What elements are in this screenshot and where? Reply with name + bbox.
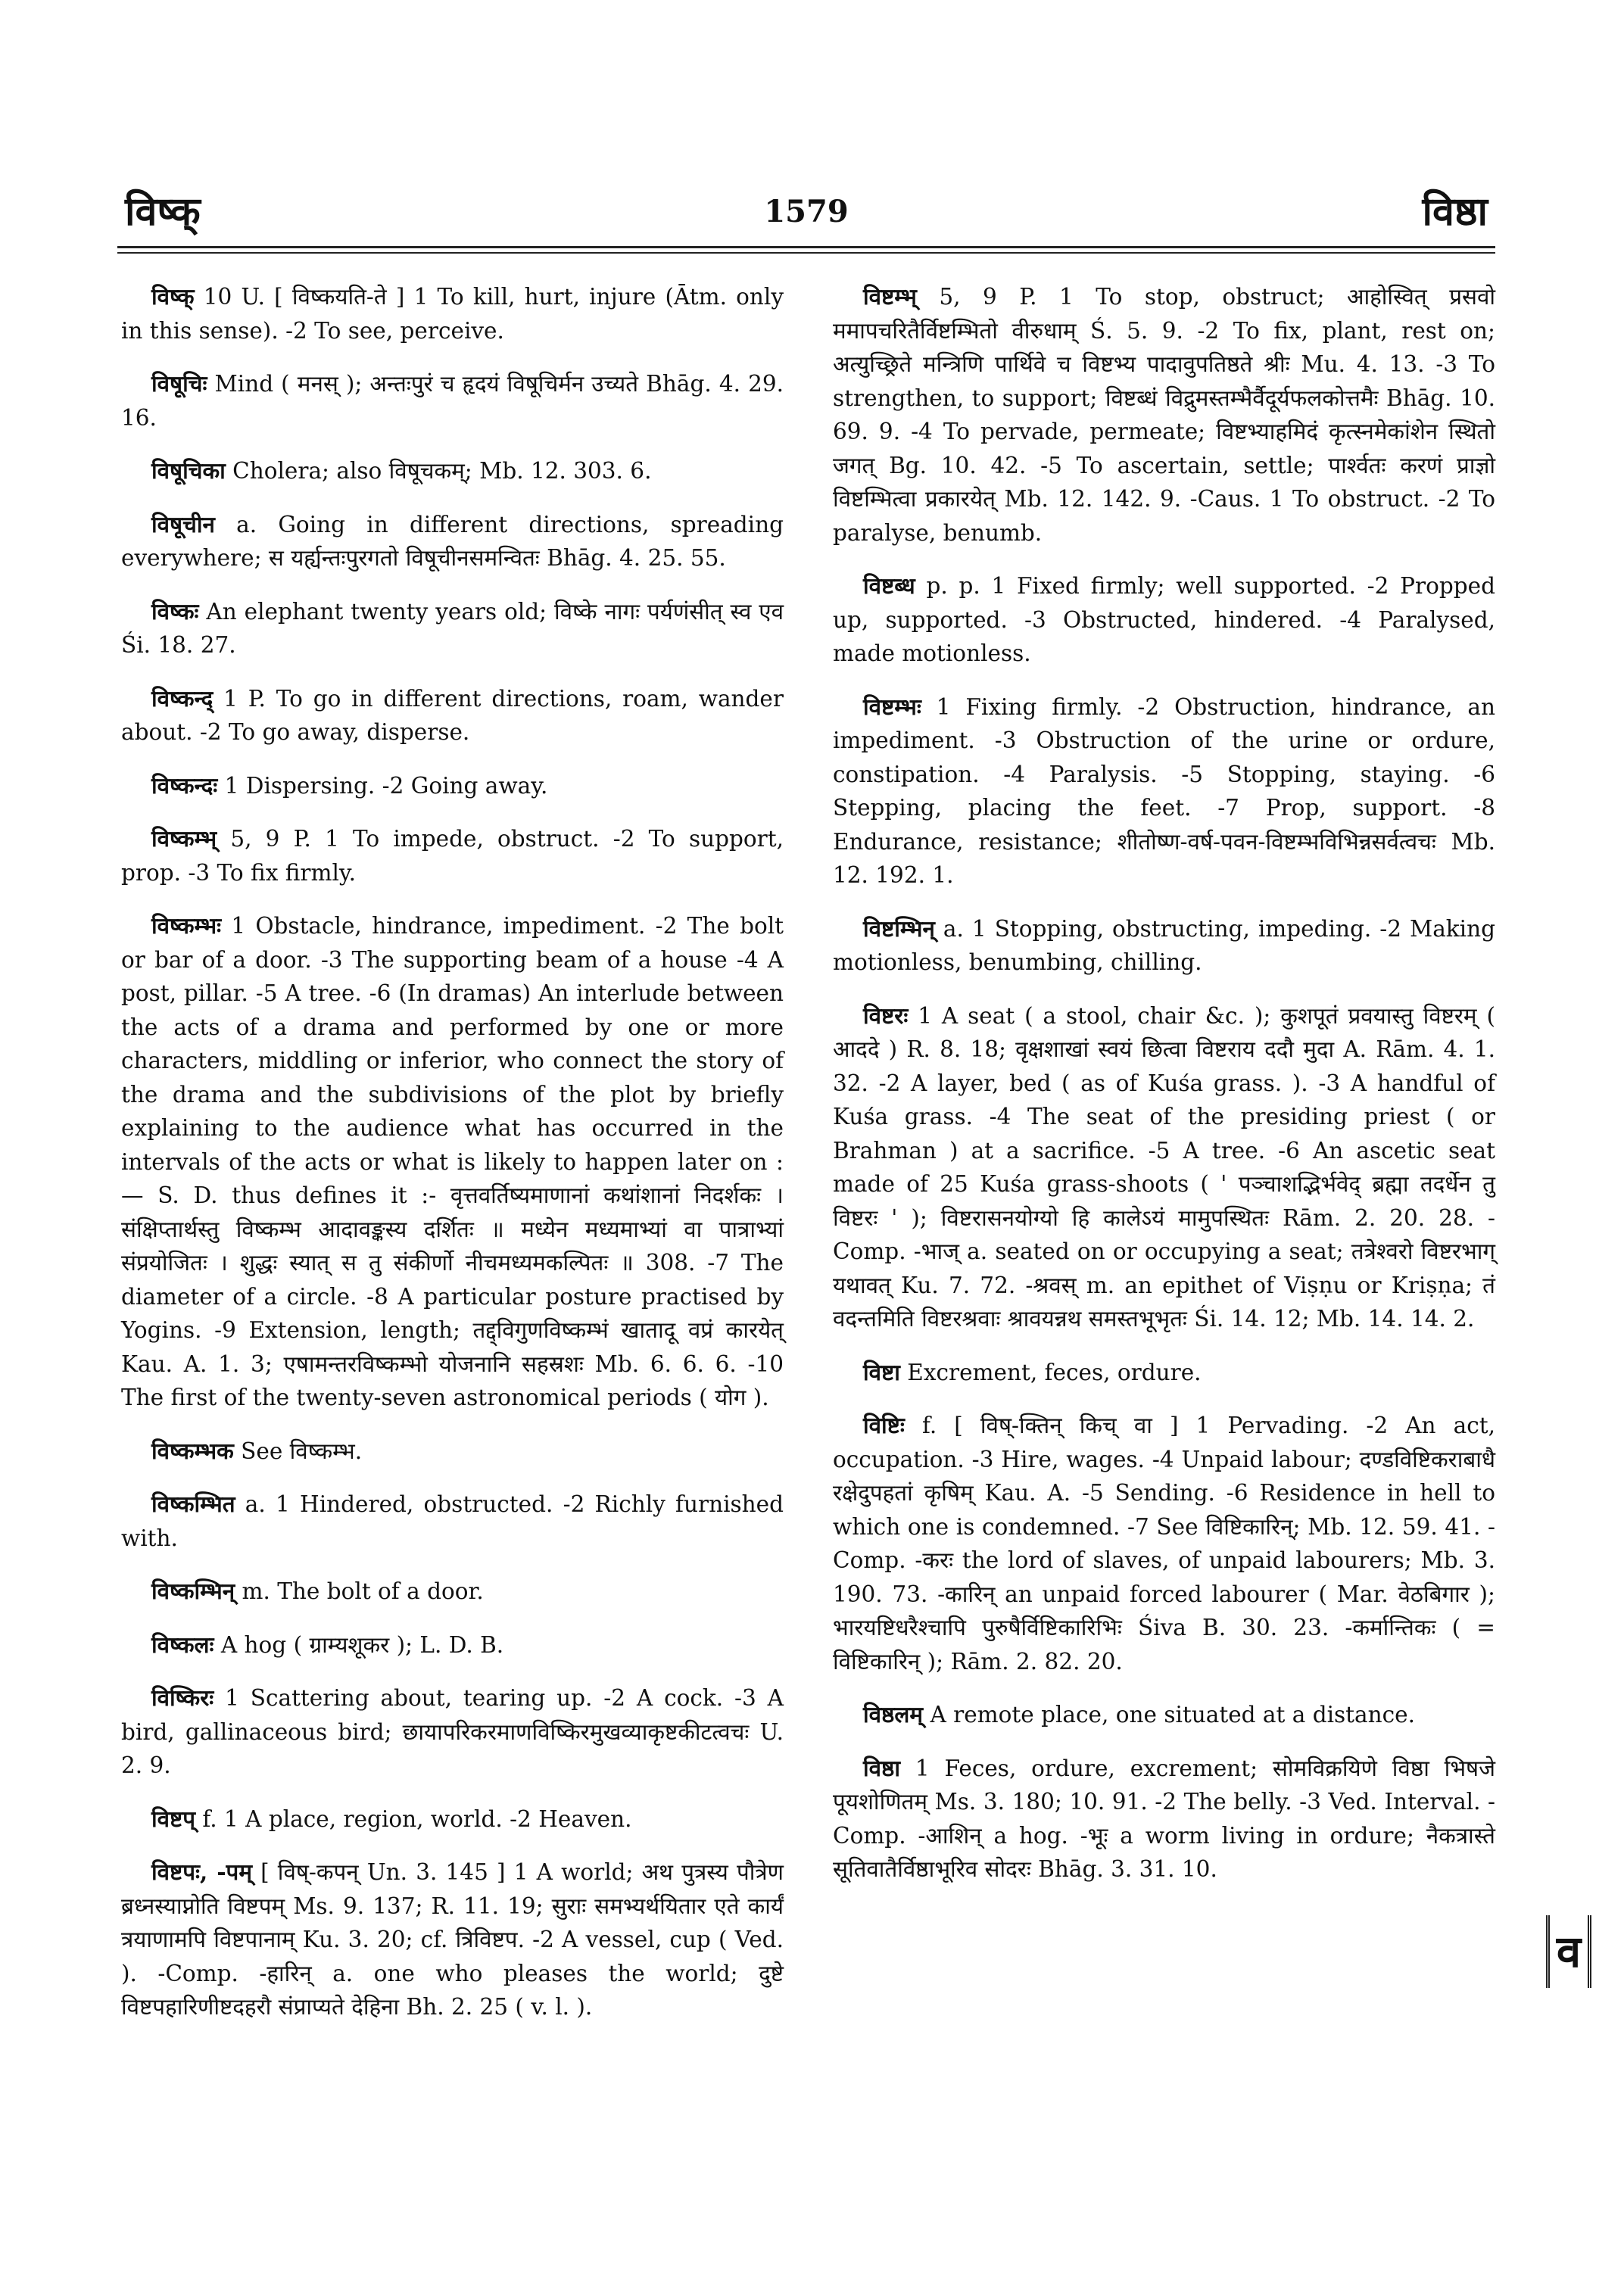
entry-headword: विषूचिः (151, 370, 207, 397)
entry-definition: 1 Feces, ordure, excrement; सोमविक्रयिणे विष्ठा भिषजे पूयशोणितम् Ms. 3. 180; 10. 91. -2 The belly. -3 Ved. Interval. -Comp. -आशिन् a hog. -भूः a worm living in ordure; नैकत्रास्ते सूतिवातैर्विष्ठाभूरिव सोदरः Bhāg. 3. 31. 10. (833, 1755, 1495, 1882)
dictionary-entry (833, 1698, 1495, 1732)
entry-headword: विष्टम्भ् (863, 283, 917, 310)
entry-headword: विष्टम्भः (863, 693, 921, 720)
entry-definition: a. Going in different directions, spreading everywhere; स यर्ह्यन्तःपुरगतो विषूचीनसमन्वितः Bhāg. 4. 25. 55. (121, 511, 784, 571)
entry-headword: विष्कम्भक (151, 1437, 234, 1464)
dictionary-entry (833, 999, 1495, 1336)
entry-definition: 1 Dispersing. -2 Going away. (217, 772, 548, 799)
entry-headword: विष्टरः (863, 1002, 909, 1029)
entry-definition: f. 1 A place, region, world. -2 Heaven. (195, 1805, 632, 1832)
entry-headword: विष्कम्भित (151, 1491, 235, 1517)
right-column (833, 280, 1495, 1906)
entry-headword: विष्कम्भ् (151, 825, 217, 852)
dictionary-entry (121, 1628, 784, 1662)
entry-definition: 1 Scattering about, tearing up. -2 A cock. -3 A bird, gallinaceous bird; छायापरिकरमाणविष्किरमुखव्याकृष्टकीटत्वचः U. 2. 9. (121, 1685, 784, 1778)
entry-headword: विष्टप् (151, 1805, 196, 1832)
entry-headword: विष्किरः (151, 1684, 214, 1711)
thumb-index-tab: व (1546, 1915, 1591, 1988)
entry-headword: विषूचीन (151, 510, 215, 537)
entry-definition: A hog ( ग्राम्यशूकर ); L. D. B. (214, 1631, 504, 1658)
dictionary-entry (121, 1488, 784, 1555)
entry-headword: विष्कलः (151, 1631, 214, 1658)
dictionary-entry (121, 822, 784, 889)
dictionary-entry (121, 1802, 784, 1837)
dictionary-entry (833, 1409, 1495, 1678)
dictionary-entry (121, 280, 784, 347)
entry-headword: विष्टिः (863, 1412, 905, 1438)
entry-definition: An elephant twenty years old; विष्के नागः पर्यणंसीत् स्व एव Śi. 18. 27. (121, 598, 784, 658)
entry-definition: [ विष्-कपन् Un. 3. 145 ] 1 A world; अथ पुत्रस्य पौत्रेण ब्रध्नस्याप्नोति विष्टपम् Ms. 9. 137; R. 11. 19; सुराः समभ्यर्थयितार एते कार्यं त्रयाणामपि विष्टपानाम् Ku. 3. 20; cf. त्रिविष्टप. -2 A vessel, cup ( Ved. ). -Comp. -हारिन् a. one who pleases the world; दुष्टे विष्टपहारिणीष्टदहरौ संप्राप्यते देहिना Bh. 2. 25 ( v. l. ). (121, 1859, 784, 2020)
entry-definition: m. The bolt of a door. (235, 1578, 484, 1604)
dictionary-entry (833, 280, 1495, 550)
entry-headword: विष्टब्ध (863, 572, 915, 599)
entry-definition: Mind ( मनस् ); अन्तःपुरं च हृदयं विषूचिर्मन उच्यते Bhāg. 4. 29. 16. (121, 371, 784, 431)
entry-definition: a. 1 Hindered, obstructed. -2 Richly furnished with. (121, 1491, 784, 1551)
header-rule-inner (117, 252, 1495, 254)
dictionary-entry (121, 682, 784, 749)
entry-headword: विष्टपः, -पम् (151, 1858, 252, 1885)
dictionary-entry (121, 508, 784, 575)
entry-headword: विष्कन्द् (151, 684, 214, 712)
dictionary-entry (121, 769, 784, 803)
dictionary-entry (833, 690, 1495, 893)
entry-headword: विष्ठलम् (863, 1701, 924, 1728)
entry-headword: विष्टा (863, 1358, 900, 1385)
entry-headword: विषूचिका (151, 457, 226, 484)
entry-definition: A remote place, one situated at a distance. (923, 1702, 1415, 1728)
page-number: 1579 (764, 194, 849, 229)
dictionary-entry (121, 454, 784, 488)
left-column (121, 280, 784, 2044)
entry-definition: 1 Fixing firmly. -2 Obstruction, hindrance, an impediment. -3 Obstruction of the urine or ordure, constipation. -4 Paralysis. -5 Stopping, staying. -6 Stepping, placing the feet. -7 Prop, support. -8 Endurance, resistance; शीतोष्ण-वर्ष-पवन-विष्टम्भविभिन्नसर्वत्वचः Mb. 12. 192. 1. (833, 693, 1495, 888)
entry-headword: विष्कन्दः (151, 771, 218, 799)
right-running-headword: विष्ठा (1422, 188, 1488, 235)
dictionary-entry (121, 1855, 784, 2024)
entry-definition: 5, 9 P. 1 To stop, obstruct; आहोस्वित् प्रसवो ममापचरितैर्विष्टम्भितो वीरुधाम् Ś. 5. 9. -2 To fix, plant, rest on; अत्युच्छ्रिते मन्त्रिणि पार्थिवे च विष्टभ्य पादावुपतिष्ठते श्रीः Mu. 4. 13. -3 To strengthen, to support; विष्टब्धं विद्रुमस्तम्भैर्वैदूर्यफलकोत्तमैः Bhāg. 10. 69. 9. -4 To pervade, permeate; विष्टभ्याहमिदं कृत्स्नमेकांशेन स्थितो जगत् Bg. 10. 42. -5 To ascertain, settle; पार्श्वतः करणं प्राज्ञो विष्टम्भित्वा प्रकारयेत् Mb. 12. 142. 9. -Caus. 1 To obstruct. -2 To paralyse, benumb. (833, 284, 1495, 546)
dictionary-entry (121, 1435, 784, 1469)
dictionary-entry (121, 909, 784, 1415)
entry-headword: विष्कम्भिन् (151, 1578, 235, 1604)
entry-headword: विष्कः (151, 597, 199, 625)
entry-definition: Cholera; also विषूचकम्; Mb. 12. 303. 6. (225, 458, 652, 484)
entry-definition: 5, 9 P. 1 To impede, obstruct. -2 To support, prop. -3 To fix firmly. (121, 826, 784, 886)
dictionary-entry (833, 912, 1495, 980)
entry-headword: विष्ठा (863, 1754, 901, 1781)
left-running-headword: विष्क् (125, 188, 201, 235)
dictionary-entry (121, 595, 784, 662)
entry-definition: f. [ विष्-क्तिन् किच् वा ] 1 Pervading. -2 An act, occupation. -3 Hire, wages. -4 Unpaid labour; दण्डविष्टिकराबाधै रक्षेदुपहतां कृषिम् Kau. A. -5 Sending. -6 Residence in hell to which one is condemned. -7 See विष्टिकारिन्; Mb. 12. 59. 41. -Comp. -करः the lord of slaves, of unpaid labourers; Mb. 3. 190. 73. -कारिन् an unpaid forced labourer ( Mar. वेठबिगार ); भारयष्टिधरैश्चापि पुरुषैर्विष्टिकारिभिः Śiva B. 30. 23. -कर्मान्तिकः ( = विष्टिकारिन् ); Rām. 2. 82. 20. (833, 1413, 1495, 1675)
header-rule (117, 246, 1495, 248)
entry-definition: 1 A seat ( a stool, chair &c. ); कुशपूतं प्रवयास्तु विष्टरम् ( आददे ) R. 8. 18; वृक्षशाखां स्वयं छित्वा विष्टराय ददौ मुदा A. Rām. 4. 1. 32. -2 A layer, bed ( as of Kuśa grass. ). -3 A handful of Kuśa grass. -4 The seat of the presiding priest ( or Brahman ) at a sacrifice. -5 A tree. -6 An ascetic seat made of 25 Kuśa grass-shoots ( ' पञ्चाशद्भिर्भवेद् ब्रह्मा तदर्धेन तु विष्टरः ' ); विष्टरासनयोग्यो हि कालेऽयं मामुपस्थितः Rām. 2. 20. 28. -Comp. -भाज् a. seated on or occupying a seat; तत्रेश्वरो विष्टरभाग् यथावत् Ku. 7. 72. -श्रवस् m. an epithet of Viṣṇu or Kriṣṇa; तं वदन्तमिति विष्टरश्रवाः श्रावयन्नथ समस्तभूभृतः Śi. 14. 12; Mb. 14. 14. 2. (833, 1002, 1495, 1332)
entry-definition: See विष्कम्भ. (233, 1438, 363, 1464)
entry-definition: 1 P. To go in different directions, roam, wander about. -2 To go away, disperse. (121, 685, 784, 745)
dictionary-entry (121, 1575, 784, 1609)
dictionary-entry (833, 1752, 1495, 1886)
entry-definition: a. 1 Stopping, obstructing, impeding. -2 Making motionless, benumbing, chilling. (833, 915, 1495, 975)
entry-definition: 10 U. [ विष्कयति-ते ] 1 To kill, hurt, injure (Ātm. only in this sense). -2 To see, perceive. (121, 284, 784, 344)
entry-headword: विष्क् (151, 283, 195, 310)
dictionary-entry (833, 1356, 1495, 1390)
dictionary-entry (833, 569, 1495, 671)
entry-definition: p. p. 1 Fixed firmly; well supported. -2 Propped up, supported. -3 Obstructed, hindered. -4 Paralysed, made motionless. (833, 573, 1495, 666)
page-header (114, 182, 1499, 242)
entry-headword: विष्टम्भिन् (863, 914, 935, 942)
entry-definition: 1 Obstacle, hindrance, impediment. -2 The bolt or bar of a door. -3 The supporting beam of a house -4 A post, pillar. -5 A tree. -6 (In dramas) An interlude between the acts of a drama and performed by one or more characters, middling or inferior, who connect the story of the drama and the subdivisions of the plot by briefly explaining to the audience what has occurred in the intervals of the acts or what is likely to happen later on :— S. D. thus defines it :- वृत्तवर्तिष्यमाणानां कथांशानां निदर्शकः । संक्षिप्तार्थस्तु विष्कम्भ आदावङ्कस्य दर्शितः ॥ मध्येन मध्यमाभ्यां वा पात्राभ्यां संप्रयोजितः । शुद्धः स्यात् स तु संकीर्णो नीचमध्यमकल्पितः ॥ 308. -7 The diameter of a circle. -8 A particular posture practised by Yogins. -9 Extension, length; तद्द्विगुणविष्कम्भं खातादू वप्रं कारयेत् Kau. A. 1. 3; एषामन्तरविष्कम्भो योजनानि सहस्रशः Mb. 6. 6. 6. -10 The first of the twenty-seven astronomical periods ( योग ). (121, 913, 784, 1410)
entry-definition: Excrement, feces, ordure. (899, 1359, 1202, 1385)
entry-headword: विष्कम्भः (151, 912, 222, 939)
dictionary-entry (121, 1681, 784, 1783)
dictionary-entry (121, 367, 784, 435)
